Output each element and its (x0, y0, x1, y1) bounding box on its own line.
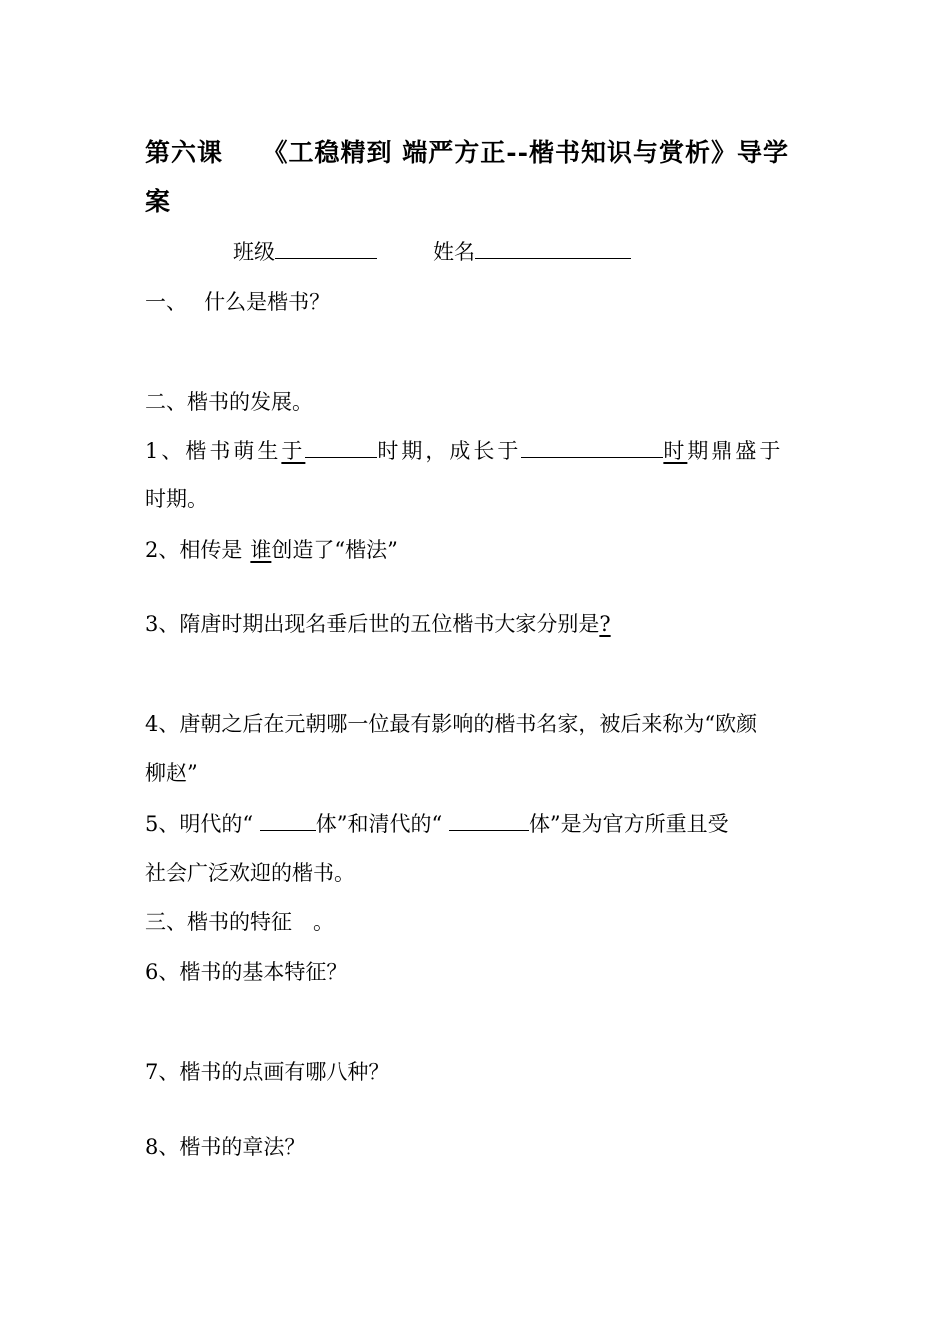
question-7: 7、楷书的点画有哪八种？ (145, 1060, 390, 1084)
class-label: 班级 (233, 240, 275, 264)
question-1: 1、楷书萌生于 时期，成长于 时期鼎盛于 (145, 435, 810, 466)
class-blank[interactable] (275, 236, 377, 259)
section-3-heading: 三、楷书的特征 。 (145, 910, 334, 934)
q2-answer-blank[interactable]: 谁 (250, 538, 272, 562)
q5-blank-1[interactable] (260, 808, 316, 831)
question-4: 4、唐朝之后在元朝哪一位最有影响的楷书名家，被后来称为“欧颜 (145, 712, 758, 736)
name-blank[interactable] (475, 236, 631, 259)
q1-blank-1[interactable] (305, 435, 377, 458)
question-4-continued: 柳赵” (145, 761, 198, 785)
page-title: 第六课 《工稳精到 端严方正--楷书知识与赏析》导学 (145, 138, 789, 167)
question-8: 8、楷书的章法？ (145, 1135, 306, 1159)
question-3: 3、隋唐时期出现名垂后世的五位楷书大家分别是? (145, 609, 810, 639)
q5-blank-2[interactable] (449, 808, 529, 831)
q1-blank-2[interactable] (521, 435, 663, 458)
question-5: 5、明代的“ 体”和清代的“ 体”是为官方所重且受 (145, 808, 810, 839)
section-2-heading: 二、楷书的发展。 (145, 390, 313, 414)
section-1-heading: 一、 什么是楷书？ (145, 290, 331, 314)
page-title-continued: 案 (145, 187, 172, 216)
question-1-continued: 时期。 (145, 487, 208, 511)
question-6: 6、楷书的基本特征？ (145, 960, 348, 984)
question-2: 2、相传是 谁创造了“楷法” (145, 538, 398, 562)
q3-answer-blank[interactable]: ? (599, 612, 611, 636)
question-5-continued: 社会广泛欢迎的楷书。 (145, 861, 355, 885)
student-info-row (233, 236, 898, 267)
name-label: 姓名 (433, 240, 475, 264)
